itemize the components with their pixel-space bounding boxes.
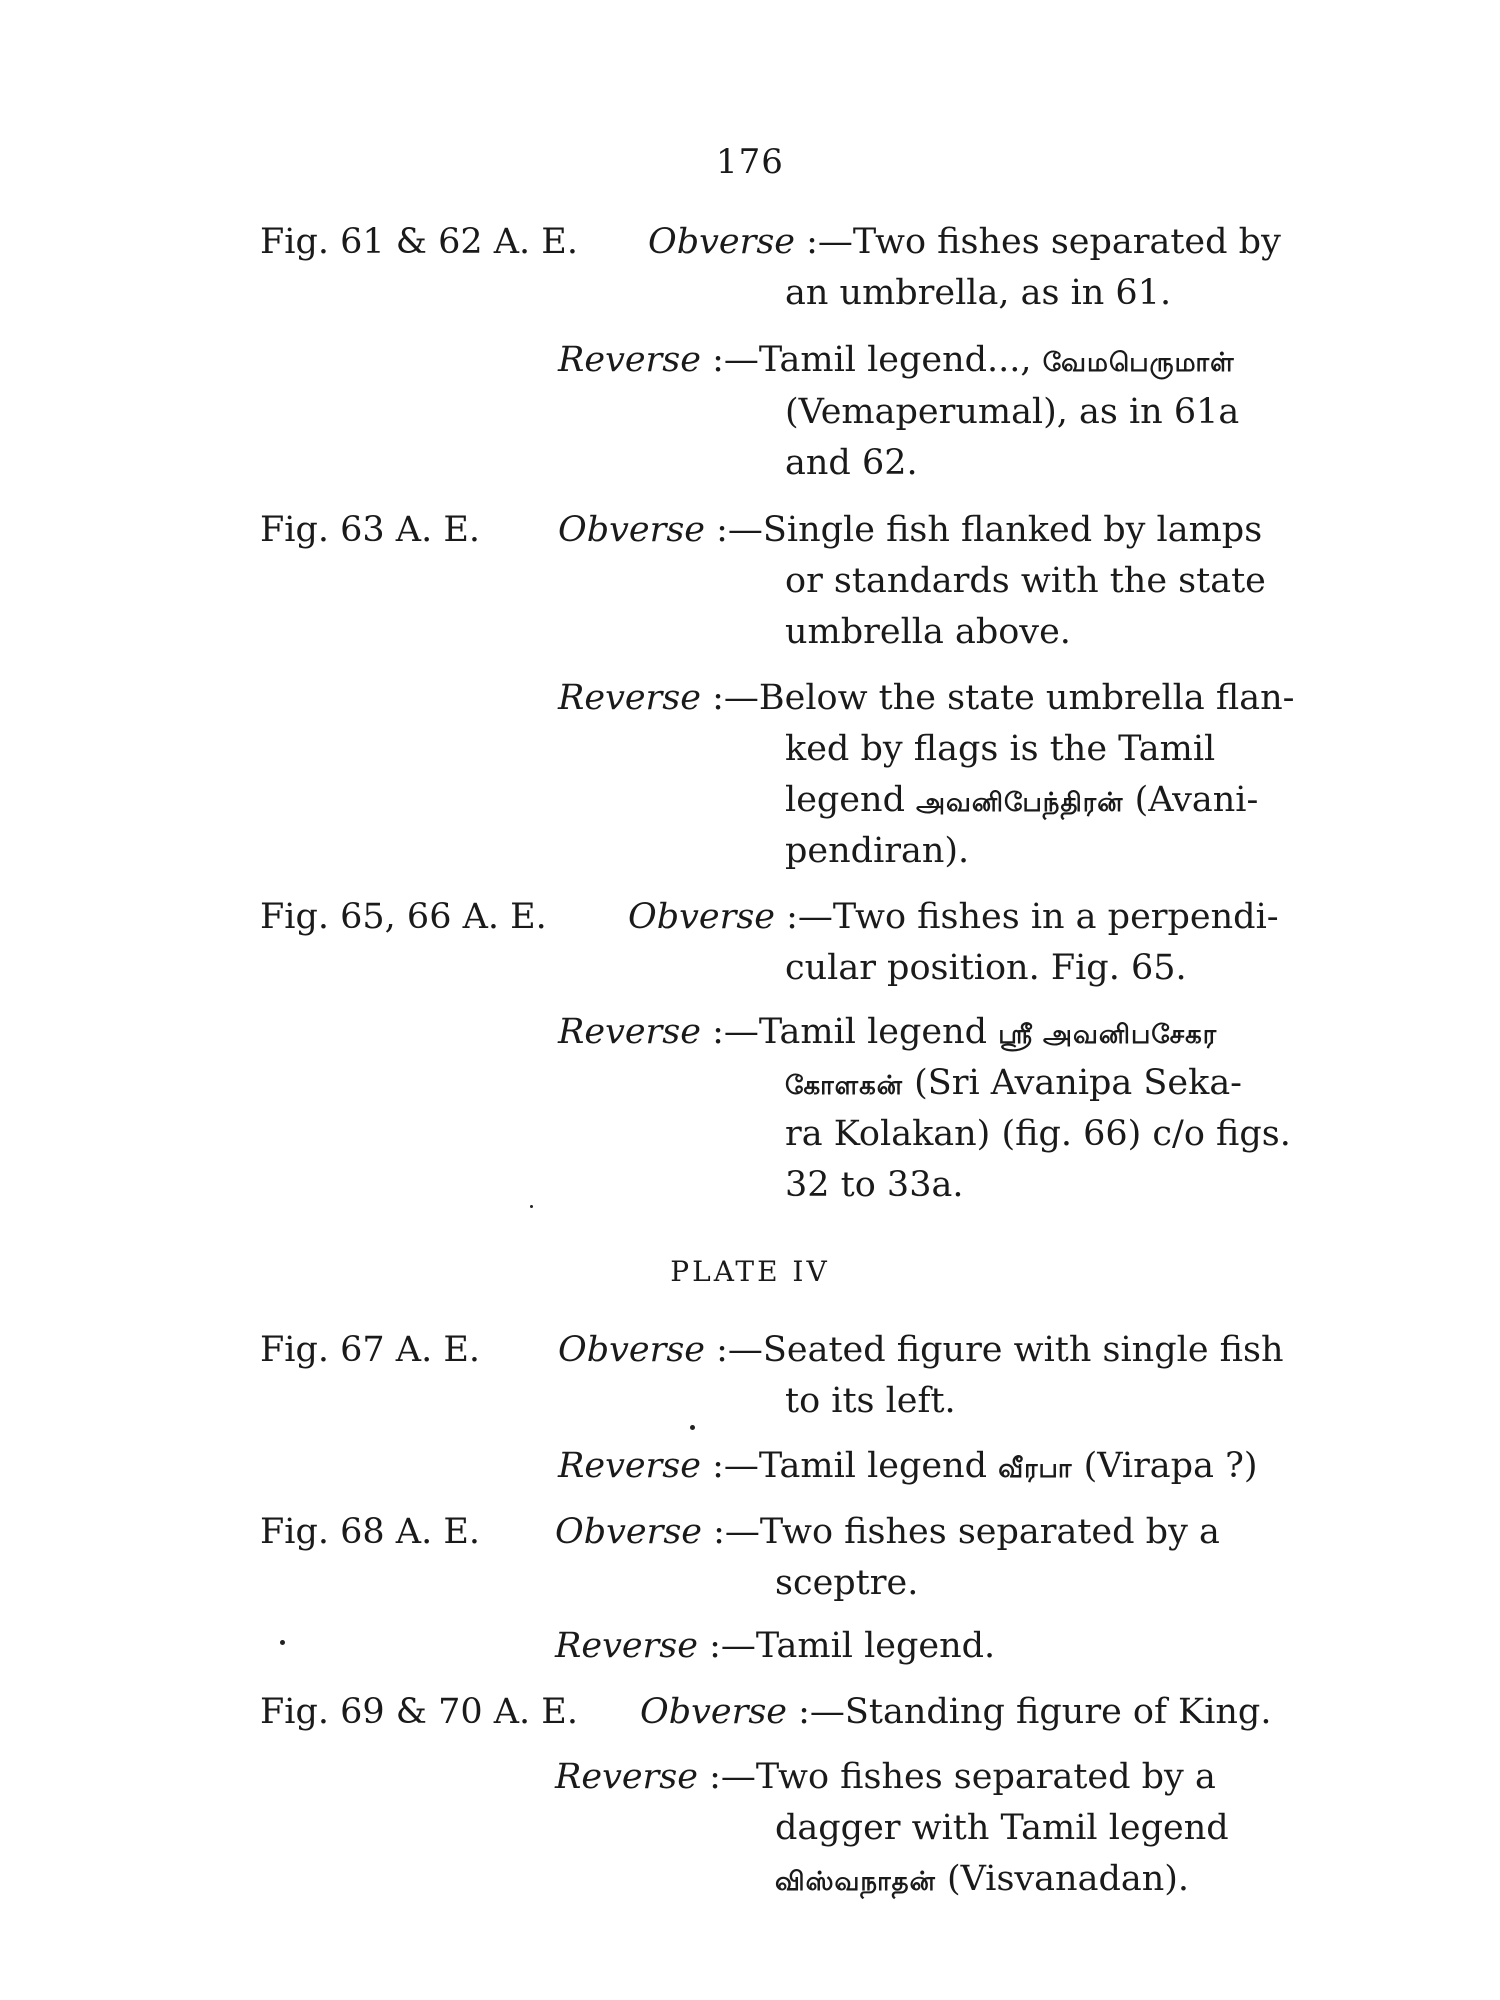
fig-63-reverse-line-3 [785, 780, 1258, 820]
fig-65-66-obverse-line-2: cular position. Fig. 65. [785, 948, 1187, 988]
reverse-text: Tamil legend..., [758, 340, 1043, 380]
separator: :— [700, 678, 759, 718]
separator: :— [697, 1757, 756, 1797]
fig-65-66-reverse-line-3: ra Kolakan) (fig. 66) c/o figs. [785, 1114, 1291, 1154]
print-speck [280, 1640, 285, 1645]
fig-63-label: Fig. 63 A. E. [260, 510, 480, 550]
reverse-label: Reverse [555, 1757, 698, 1797]
separator: :— [795, 222, 853, 262]
obverse-text: Seated figure with single fish [762, 1330, 1284, 1370]
obverse-text: Two fishes separated by [852, 222, 1281, 262]
fig-69-70-reverse-line-1 [555, 1757, 1216, 1797]
separator: :— [705, 510, 763, 550]
separator: :— [700, 1012, 759, 1052]
reverse-text: Tamil legend [758, 1446, 999, 1486]
obverse-text: Standing figure of King. [844, 1692, 1272, 1732]
fig-61-62-reverse-line-2: (Vemaperumal), as in 61a [785, 392, 1240, 432]
obverse-text: Two fishes separated by a [759, 1512, 1220, 1552]
reverse-text-after: (Avani- [1123, 780, 1259, 820]
fig-68-reverse-line-1 [555, 1626, 995, 1666]
fig-61-62-reverse-line-3: and 62. [785, 443, 918, 483]
separator: :— [697, 1626, 756, 1666]
separator: :— [775, 897, 833, 937]
fig-61-62-obverse-line-2: an umbrella, as in 61. [785, 273, 1172, 313]
fig-67-obverse-line-2: to its left. [785, 1381, 956, 1421]
reverse-text: Two fishes separated by a [755, 1757, 1216, 1797]
separator: :— [702, 1512, 760, 1552]
fig-69-70-label: Fig. 69 & 70 A. E. [260, 1692, 578, 1732]
fig-63-obverse-line-3: umbrella above. [785, 612, 1071, 652]
reverse-label: Reverse [555, 1626, 698, 1666]
separator: :— [705, 1330, 763, 1370]
tamil-legend: வீரபா [998, 1454, 1073, 1484]
reverse-text-after: (Virapa ?) [1072, 1446, 1258, 1486]
fig-63-obverse-line-2: or standards with the state [785, 561, 1266, 601]
fig-69-70-reverse-line-2: dagger with Tamil legend [775, 1808, 1229, 1848]
obverse-label: Obverse [640, 1692, 787, 1732]
reverse-text: Tamil legend [758, 1012, 999, 1052]
tamil-legend: விஸ்வநாதன் [775, 1867, 936, 1897]
fig-63-reverse-line-4: pendiran). [785, 831, 970, 871]
fig-69-70-obverse-line-1 [640, 1692, 1271, 1732]
separator: :— [700, 1446, 759, 1486]
fig-65-66-obverse-line-1 [628, 897, 1279, 937]
fig-65-66-reverse-line-1 [558, 1012, 1217, 1052]
reverse-label: Reverse [558, 1012, 701, 1052]
tamil-legend: அவனிபேந்திரன் [916, 788, 1124, 818]
fig-67-label: Fig. 67 A. E. [260, 1330, 480, 1370]
obverse-label: Obverse [558, 1330, 705, 1370]
reverse-label: Reverse [558, 1446, 701, 1486]
obverse-label: Obverse [648, 222, 795, 262]
tamil-legend: ஸ்ரீ அவனிபசேகர [998, 1020, 1218, 1050]
fig-63-obverse-line-1 [558, 510, 1262, 550]
separator: :— [787, 1692, 845, 1732]
obverse-text: Single fish flanked by lamps [762, 510, 1263, 550]
reverse-text: legend [785, 780, 917, 820]
reverse-label: Reverse [558, 340, 701, 380]
fig-65-66-reverse-line-4: 32 to 33a. [785, 1165, 964, 1205]
reverse-text: Below the state umbrella flan- [758, 678, 1295, 718]
fig-69-70-reverse-line-3 [775, 1859, 1189, 1899]
print-speck [690, 1425, 695, 1430]
obverse-label: Obverse [555, 1512, 702, 1552]
page-number: 176 [716, 142, 784, 182]
fig-65-66-label: Fig. 65, 66 A. E. [260, 897, 547, 937]
obverse-label: Obverse [558, 510, 705, 550]
reverse-text: (Sri Avanipa Seka- [902, 1063, 1243, 1103]
separator: :— [700, 340, 759, 380]
fig-68-label: Fig. 68 A. E. [260, 1512, 480, 1552]
fig-61-62-label: Fig. 61 & 62 A. E. [260, 222, 578, 262]
plate-heading: PLATE IV [670, 1255, 830, 1288]
fig-65-66-reverse-line-2 [785, 1063, 1242, 1103]
reverse-text: (Visvanadan). [935, 1859, 1190, 1899]
print-speck [530, 1205, 533, 1208]
obverse-text: Two fishes in a perpendi- [832, 897, 1279, 937]
reverse-text: Tamil legend. [755, 1626, 996, 1666]
fig-61-62-reverse-line-1 [558, 340, 1235, 380]
fig-63-reverse-line-1 [558, 678, 1294, 718]
fig-61-62-obverse-line-1 [648, 222, 1281, 262]
fig-63-reverse-line-2: ked by flags is the Tamil [785, 729, 1216, 769]
tamil-legend: வேமபெருமாள் [1042, 348, 1235, 378]
fig-68-obverse-line-1 [555, 1512, 1220, 1552]
tamil-legend: கோளகன் [785, 1071, 903, 1101]
fig-67-reverse-line-1 [558, 1446, 1258, 1486]
reverse-label: Reverse [558, 678, 701, 718]
obverse-label: Obverse [628, 897, 775, 937]
fig-67-obverse-line-1 [558, 1330, 1284, 1370]
fig-68-obverse-line-2: sceptre. [775, 1563, 919, 1603]
